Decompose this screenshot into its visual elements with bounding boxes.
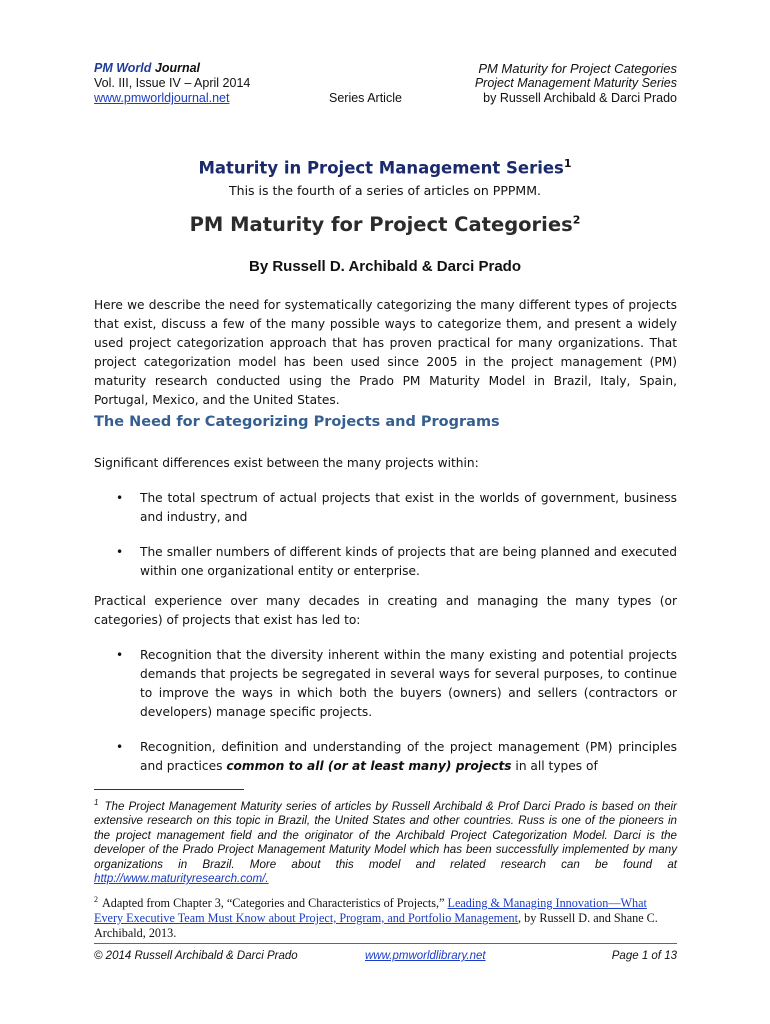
- header-right: [475, 61, 677, 106]
- bullet-icon: •: [116, 740, 124, 754]
- maturity-research-link[interactable]: http://www.maturityresearch.com/.: [94, 872, 269, 886]
- series-subtitle: This is the fourth of a series of articles on PPPMM.: [229, 183, 541, 198]
- bullet-icon: •: [116, 545, 124, 559]
- header-article-title: PM Maturity for Project Categories: [478, 61, 677, 76]
- page-footer: [94, 950, 677, 966]
- footnote-2: $^2$ Adapted from Chapter 3, “Categories and Characteristics of Projects,” Leading & Managing Innovation—What Every Executive Team Must Know about Project, Program, and Portfolio Management, by Russell D. and Shane C. Archibald, 2013.: [94, 895, 658, 941]
- list-item: • Recognition, definition and understanding of the project management (PM) principles and practices common to all (or at least many) projects in all types of: [116, 740, 677, 773]
- series-title: Maturity in Project Management Series$^1$: [198, 157, 572, 178]
- section-heading: The Need for Categorizing Projects and Programs: [94, 414, 500, 430]
- series-article-label: Series Article: [329, 91, 402, 105]
- bullet-icon: •: [116, 648, 124, 662]
- page-number: Page 1 of 13: [611, 950, 677, 962]
- list-item: • Recognition that the diversity inherent within the many existing and potential projects demands that projects be segregated in several ways for several purposes, to continue to improve the ways in which both the buyers (owners) and sellers (contractors or developers) manage specific projects.: [116, 648, 677, 719]
- volume-issue: Vol. III, Issue IV – April 2014: [94, 76, 251, 90]
- list-item: • The total spectrum of actual projects that exist in the worlds of government, business and industry, and: [116, 491, 677, 524]
- page-title: PM Maturity for Project Categories$^2$: [189, 213, 581, 236]
- significant-paragraph: Significant differences exist between the many projects within:: [94, 456, 479, 470]
- footer-copyright: © 2014 Russell Archibald & Darci Prado: [94, 950, 298, 962]
- book-title-link[interactable]: Leading & Managing Innovation—What Every Executive Team Must Know about Project, Program, and Portfolio Management: [94, 896, 647, 926]
- journal-name: PM World Journal: [94, 61, 201, 75]
- footnote-ref-1[interactable]: 1: [563, 157, 572, 170]
- header-series-name: Project Management Maturity Series: [474, 76, 677, 90]
- footnote-ref-2[interactable]: 2: [572, 213, 581, 227]
- bullet-icon: •: [116, 491, 124, 505]
- header-authors: by Russell Archibald & Darci Prado: [483, 91, 677, 105]
- footnote-number: 2: [94, 895, 98, 904]
- page-header: [94, 61, 677, 111]
- bullet-list-1: [116, 489, 677, 581]
- emphasis-text: common to all (or at least many) projects: [226, 759, 512, 773]
- list-item: • The smaller numbers of different kinds of projects that are being planned and executed within one organizational entity or enterprise.: [116, 545, 677, 578]
- footer-website-link[interactable]: www.pmworldlibrary.net: [365, 950, 486, 962]
- footer-divider: [94, 943, 677, 944]
- authors-line: By Russell D. Archibald & Darci Prado: [248, 258, 522, 275]
- footnote-divider: [94, 789, 244, 790]
- footnote-number: 1: [94, 798, 99, 807]
- journal-website-link[interactable]: www.pmworldjournal.net: [94, 91, 230, 105]
- intro-paragraph: Here we describe the need for systematically categorizing the many different types of projects that exist, discuss a few of the many possible ways to categorize them, and present a widely used project categorization approach that has proven practical for many organizations. That project categorization model has been used since 2005 in the project management (PM) maturity research conducted using the Prado PM Maturity Model in Brazil, Italy, Spain, Portugal, Mexico, and the United States.: [94, 298, 677, 407]
- footnote-1: $^1$ The Project Management Maturity series of articles by Russell Archibald & Prof Darci Prado is based on their extensive research on this topic in Brazil, the United States and other countries. Russ is one of the pioneers in the project management field and the originator of the Archibald Project Categorization Model. Darci is the developer of the Prado Project Management Maturity Model which has been successfully implemented by many organizations in Brazil. More about this model and related research can be found at http://www.maturityresearch.com/.: [94, 798, 677, 886]
- practical-paragraph: Practical experience over many decades in creating and managing the many types (or categories) of projects that exist has led to:: [94, 594, 677, 627]
- header-left: [94, 61, 250, 106]
- bullet-list-2: [116, 646, 677, 776]
